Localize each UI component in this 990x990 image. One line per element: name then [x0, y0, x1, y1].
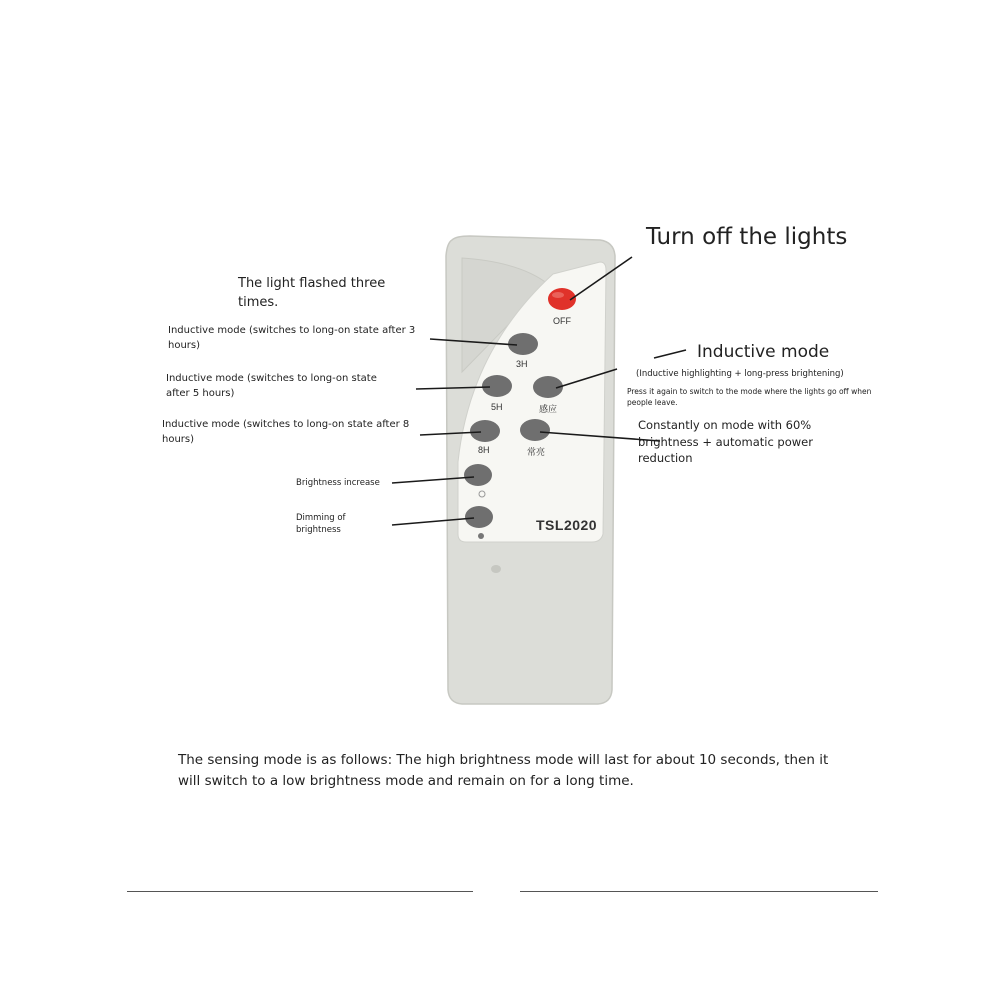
brightness-down-button[interactable]: [465, 506, 493, 528]
mode-5h-annotation: Inductive mode (switches to long-on state after 5 hours): [166, 373, 377, 399]
mode-3h-annotation: Inductive mode (switches to long-on state after 3 hours): [168, 325, 416, 351]
inductive-mode-note: Press it again to switch to the mode where the lights go off when people leave.: [627, 387, 872, 408]
button-5h[interactable]: [482, 375, 512, 397]
off-label: OFF: [553, 316, 571, 326]
divider-right: [520, 891, 878, 892]
label-5h: 5H: [491, 402, 503, 412]
model-number: TSL2020: [536, 517, 598, 533]
button-8h[interactable]: [470, 420, 500, 442]
button-always-on[interactable]: [520, 419, 550, 441]
inductive-mode-sub: (Inductive highlighting + long-press brightening): [636, 369, 844, 379]
brightness-increase-annotation: Brightness increase: [296, 478, 380, 488]
label-3h: 3H: [516, 359, 528, 369]
moon-icon: [478, 533, 484, 539]
mode-8h-annotation: Inductive mode (switches to long-on state after 8 hours): [162, 419, 410, 445]
label-always-on: 常亮: [527, 447, 546, 457]
sensing-note: The sensing mode is as follows: The high brightness mode will last for about 10 seconds, then it will switch to a low brightness mode and remain on for a long time.: [178, 752, 829, 789]
dimming-annotation: Dimming of brightness: [296, 513, 346, 536]
flash-three-annotation: The light flashed three times.: [238, 276, 386, 310]
brightness-up-button[interactable]: [464, 464, 492, 486]
turn-off-annotation: Turn off the lights: [646, 224, 848, 250]
label-sense: 感应: [539, 404, 558, 414]
constant-on-annotation: Constantly on mode with 60% brightness + automatic power reduction: [638, 418, 813, 466]
inductive-mode-title: Inductive mode: [697, 342, 830, 362]
label-8h: 8H: [478, 445, 490, 455]
divider-left: [127, 891, 473, 892]
